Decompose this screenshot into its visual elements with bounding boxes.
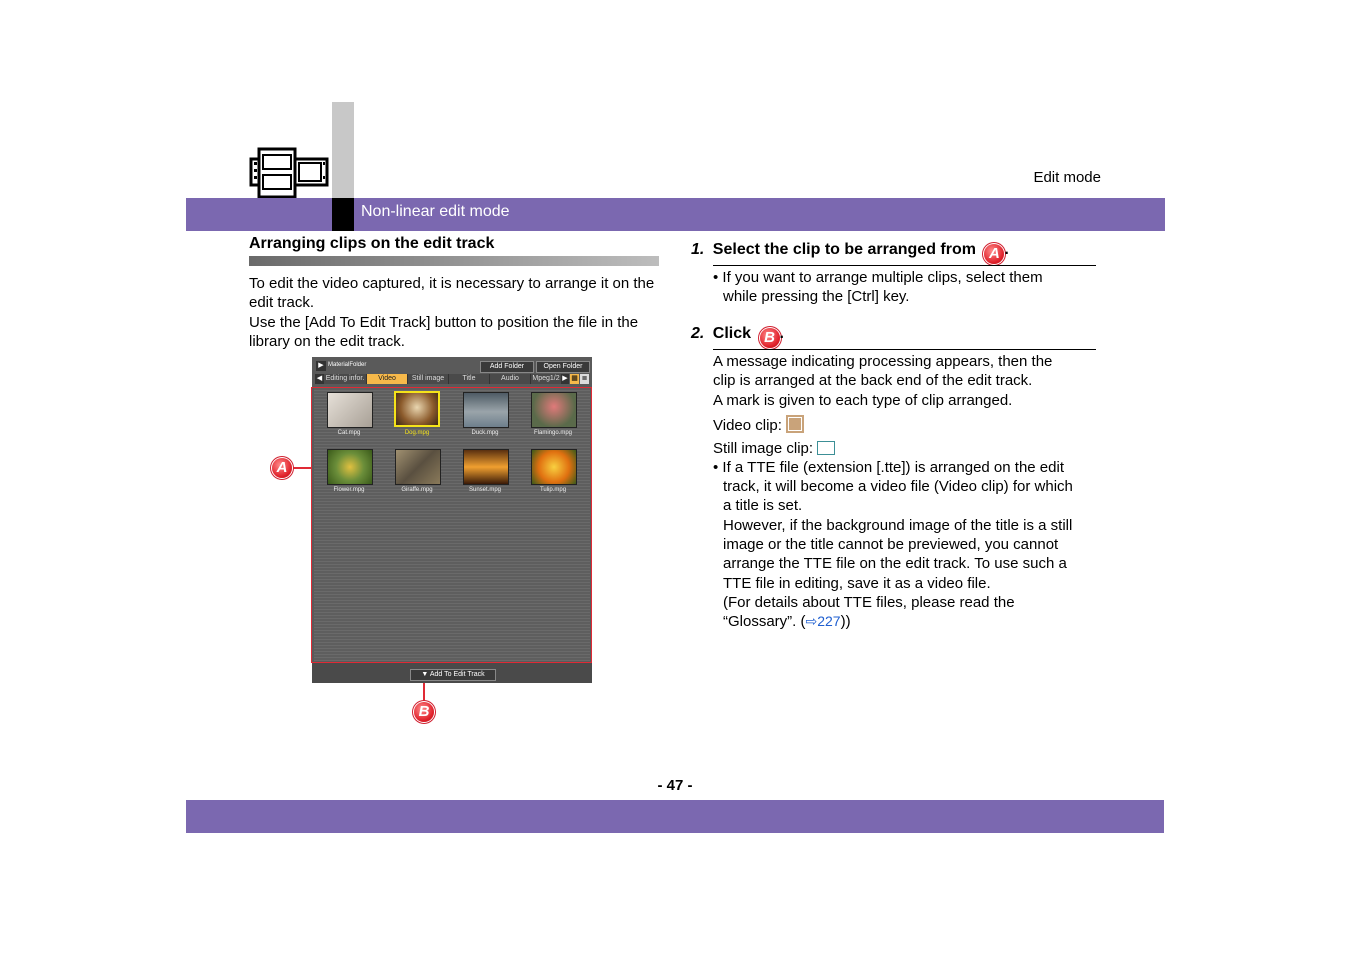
bullet-line-4: However, if the background image of the title is a still: [723, 517, 1073, 534]
tab-title[interactable]: Title: [449, 374, 490, 384]
step-1-note-line-2: while pressing the [Ctrl] key.: [723, 288, 910, 305]
tab-still-image[interactable]: Still image: [408, 374, 449, 384]
bullet-line-2: track, it will become a video file (Video clip) for which: [723, 478, 1073, 495]
video-clip-mark-icon: [786, 415, 804, 433]
folder-label: MaterialFolder: [328, 362, 367, 368]
callout-a-region: [311, 387, 592, 663]
still-clip-mark-icon: [817, 441, 835, 455]
step-title: Click: [712, 325, 752, 342]
add-to-edit-track-button[interactable]: [410, 669, 496, 681]
file-name: Flamingo.mpg: [533, 430, 572, 436]
step-number: 2.: [691, 325, 705, 342]
add-folder-button[interactable]: Add Folder: [480, 361, 534, 373]
tab-scroll-right-icon[interactable]: ▶: [562, 375, 568, 382]
bullet-line-3: a title is set.: [723, 497, 803, 514]
step-2-line-2: clip is arranged at the back end of the edit track.: [713, 372, 1033, 389]
tab-scroll-left-icon[interactable]: ◀: [316, 375, 323, 382]
triangle-down-icon: ▼: [421, 671, 430, 678]
marker-a: A: [272, 458, 292, 478]
glossary-suffix: )): [840, 613, 851, 630]
bullet-line-8: (For details about TTE files, please read the: [723, 594, 1015, 611]
callout-a-line: [292, 467, 312, 469]
glossary-prefix: “Glossary”. (: [723, 613, 806, 630]
section-label: Edit mode: [1033, 169, 1101, 186]
footer-band: [186, 800, 1164, 833]
page-reference-link[interactable]: [806, 613, 841, 629]
step-1-heading: [691, 241, 1009, 264]
step-2-line-3: A mark is given to each type of clip arranged.: [713, 392, 1013, 409]
tab-editing-info[interactable]: Editing infor.: [324, 374, 367, 384]
bullet-line-5: image or the title cannot be previewed, you cannot: [723, 536, 1059, 553]
intro-para-1: To edit the video captured, it is necessary to arrange it on the edit track.: [249, 275, 655, 312]
step-1-note-line-1: • If you want to arrange multiple clips, select them: [713, 269, 1043, 286]
tab-video[interactable]: Video: [367, 374, 408, 384]
step-end: .: [1004, 241, 1009, 258]
heading-underline: [249, 256, 659, 266]
step-2-heading: [691, 325, 784, 348]
band-title: Non-linear edit mode: [361, 203, 510, 220]
file-name: Giraffe.mpg: [401, 487, 433, 493]
step-2-rule: [713, 349, 1096, 350]
bullet-line-7: TTE file in editing, save it as a video file.: [723, 575, 991, 592]
page-reference-number: 227: [817, 613, 841, 629]
marker-b: B: [760, 328, 780, 348]
video-clip-label: Video clip:: [713, 417, 782, 434]
add-to-edit-track-label: Add To Edit Track: [429, 671, 485, 678]
page-number: - 47 -: [657, 777, 693, 794]
bullet-line-9: [723, 612, 851, 631]
header-band-black-block: [332, 198, 354, 231]
marker-a: A: [984, 244, 1004, 264]
list-view-icon[interactable]: ≣: [581, 375, 588, 382]
still-clip-label: Still image clip:: [713, 440, 814, 457]
step-number: 1.: [691, 241, 705, 258]
bullet-line-1: • If a TTE file (extension [.tte]) is arranged on the edit: [713, 459, 1064, 476]
callout-b-line: [423, 683, 425, 703]
step-title: Select the clip to be arranged from: [712, 241, 976, 258]
file-name: Flower.mpg: [333, 487, 365, 493]
play-icon[interactable]: ▶: [316, 361, 326, 371]
step-2-line-1: A message indicating processing appears, then the: [713, 353, 1053, 370]
thumbnail-view-icon[interactable]: ▦: [571, 375, 578, 382]
file-name: Cat.mpg: [337, 430, 361, 436]
open-folder-button[interactable]: Open Folder: [536, 361, 590, 373]
tab-audio[interactable]: Audio: [490, 374, 531, 384]
section-heading: Arranging clips on the edit track: [249, 235, 495, 252]
file-name: Duck.mpg: [471, 430, 499, 436]
file-name: Sunset.mpg: [468, 487, 502, 493]
step-end: .: [779, 325, 784, 342]
file-name: Dog.mpg: [404, 430, 430, 436]
intro-para-2: Use the [Add To Edit Track] button to position the file in the library on the edit track.: [249, 314, 639, 351]
step-1-rule: [713, 265, 1096, 266]
marker-b: B: [414, 702, 434, 722]
header-gray-bar: [332, 102, 354, 198]
video-clip-row: [713, 415, 804, 435]
bullet-line-6: arrange the TTE file on the edit track. To use such a: [723, 555, 1067, 572]
film-strip-icon: [249, 147, 329, 199]
arrow-right-icon: ⇨: [805, 613, 818, 629]
tab-mpeg[interactable]: Mpeg1/2: [531, 374, 562, 384]
file-name: Tulip.mpg: [539, 487, 567, 493]
still-clip-row: [713, 439, 835, 458]
